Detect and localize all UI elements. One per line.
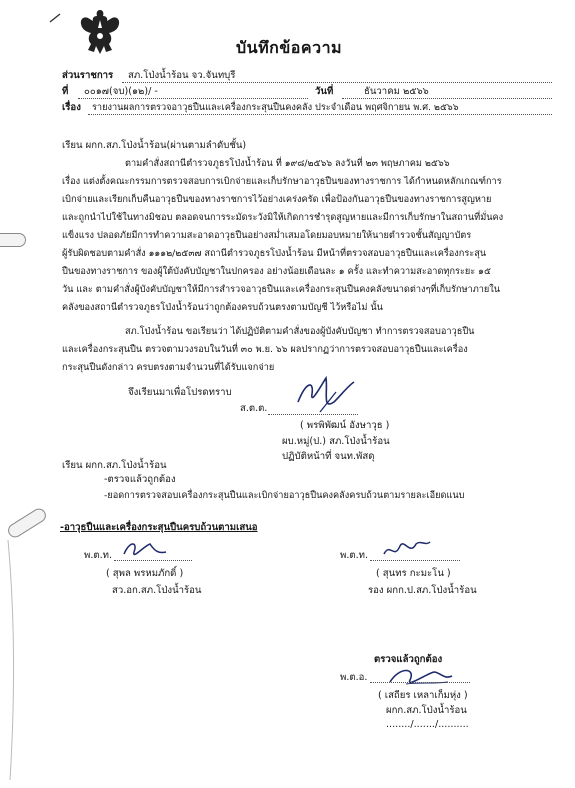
agency-value: สภ.โป่งน้ำร้อน จว.จันทบุรี — [128, 70, 236, 81]
sign2-name: ( สุพล พรหมภักดิ์ ) — [106, 568, 184, 579]
date-label: วันที่ — [315, 86, 334, 97]
sign3-position: รอง ผกก.ป.สภ.โป่งน้ำร้อน — [368, 585, 477, 596]
body-line: เบิกจ่ายและเรียกเก็บคืนอาวุธปืนของทางราชการไว้อย่างเคร่งครัด เพื่อป้องกันอาวุธปืนของทางราชการสูญหาย — [62, 194, 492, 205]
ref-value: ๐๐๑๗(จบ)(๑๒)/ - — [84, 86, 158, 97]
sign2-rank: พ.ต.ท. — [84, 550, 113, 561]
sign4-position: ผกก.สภ.โป่งน้ำร้อน — [386, 705, 467, 716]
body-line: ตามคำสั่งสถานีตำรวจภูธรโป่งน้ำร้อน ที่ ๑๙๘/๒๕๖๖ ลงวันที่ ๒๓ พฤษภาคม ๒๕๖๖ — [125, 158, 450, 169]
agency-label: ส่วนราชการ — [62, 70, 114, 81]
sign1-name: ( พรพิพัฒน์ อังษาวุธ ) — [300, 420, 390, 431]
sign4-date: ......../......./.......... — [386, 719, 469, 730]
ref-label: ที่ — [62, 86, 69, 97]
date-value: ธันวาคม ๒๕๖๖ — [364, 86, 429, 97]
body-line: ผู้รับผิดชอบตามคำสั่ง ๑๑๑๒/๒๕๓๗ สถานีตำรวจภูธรโป่งน้ำร้อน มีหน้าที่ตรวจสอบอาวุธปืนและเครื่องกระสุน — [62, 248, 487, 259]
memo-to: เรียน ผกก.สภ.โป่งน้ำร้อน — [62, 460, 167, 471]
sign3-name: ( สุนทร กะมะโน ) — [376, 568, 451, 579]
addressee: เรียน ผกก.สภ.โป่งน้ำร้อน(ผ่านตามลำดับชั้น) — [62, 140, 247, 151]
body-line: กระสุนปืนดังกล่าว ครบตรงตามจำนวนที่ได้รับแจกจ่าย — [62, 362, 275, 373]
body-line: คลังของสถานีตำรวจภูธรโป่งน้ำร้อนว่าถูกต้องครบถ้วนตรงตามบัญชี ไว้หรือไม่ นั้น — [62, 302, 383, 313]
sign1-position: ปฏิบัติหน้าที่ จนท.พัสดุ — [282, 451, 375, 462]
body-line: และถูกนำไปใช้ในทางมิชอบ ตลอดจนการระมัดระวังมิให้เกิดการชำรุดสูญหายและมีการเก็บรักษาในสถานที่มั่นคง — [62, 212, 504, 223]
signature-icon — [386, 662, 456, 692]
memo-line: -ตรวจแล้วถูกต้อง — [104, 474, 176, 485]
closing-text: จึงเรียนมาเพื่อโปรดทราบ — [128, 387, 232, 398]
confirm-heading: -อาวุธปืนและเครื่องกระสุนปืนครบถ้วนตามเสนอ — [60, 522, 258, 533]
body-line: ปืนของทางราชการ ของผู้ใต้บังคับบัญชาในปกครอง อย่างน้อยเดือนละ ๑ ครั้ง และทำความสะอาดทุกระยะ ๑๕ — [62, 266, 491, 277]
sign1-rank: ส.ต.ต. — [240, 403, 268, 414]
signature-icon — [380, 534, 434, 566]
sign4-rank: พ.ต.อ. — [340, 672, 368, 683]
sign4-name: ( เสถียร เหลาเก็มหุ่ง ) — [378, 690, 468, 701]
sign1-position: ผบ.หมู่(ป.) สภ.โป่งน้ำร้อน — [282, 436, 390, 447]
subject-value: รายงานผลการตรวจอาวุธปืนและเครื่องกระสุนปืนคงคลัง ประจำเดือน พฤศจิกายน พ.ศ. ๒๕๖๖ — [92, 102, 459, 113]
body-line: วัน และ ตามคำสั่งผู้บังคับบัญชาให้มีการสำรวจอาวุธปืนและเครื่องกระสุนปืนคงคลังขนาดต่างๆที่เก็บรักษาภายใน — [62, 284, 501, 295]
signature-icon — [120, 536, 170, 566]
body-line: แข็งแรง ปลอดภัยมีการทำความสะอาดอาวุธปืนอย่างสม่ำเสมอโดยมอบหมายให้นายตำรวจชั้นสัญญาบัตร — [62, 230, 472, 241]
body-line: เรื่อง แต่งตั้งคณะกรรมการตรวจสอบการเบิกจ่ายและเก็บรักษาอาวุธปืนของทางราชการ ได้กำหนดหลักเกณฑ์การ — [62, 176, 502, 187]
punch-hole-top — [0, 233, 26, 247]
sign3-rank: พ.ต.ท. — [340, 550, 369, 561]
body-line: สภ.โป่งน้ำร้อน ขอเรียนว่า ได้ปฏิบัติตามคำสั่งของผู้บังคับบัญชา ทำการตรวจสอบอาวุธปืน — [125, 326, 475, 337]
approval-note: ตรวจแล้วถูกต้อง — [374, 654, 443, 665]
subject-label: เรื่อง — [62, 102, 81, 113]
scan-mark-icon — [0, 0, 70, 60]
memo-line: -ยอดการตรวจสอบเครื่องกระสุนปืนและเบิกจ่ายอาวุธปืนคงคลังครบถ้วนตามรายละเอียดแนบ — [104, 490, 465, 501]
ring-edge-icon — [0, 520, 20, 788]
sign2-position: สว.อก.สภ.โป่งน้ำร้อน — [112, 585, 202, 596]
body-line: และเครื่องกระสุนปืน ตรวจตามวงรอบในวันที่ ๓๐ พ.ย. ๖๖ ผลปรากฏว่าการตรวจสอบอาวุธปืนและเครื่อง — [62, 344, 468, 355]
page-title: บันทึกข้อความ — [236, 38, 343, 57]
garuda-emblem-icon — [78, 6, 122, 60]
